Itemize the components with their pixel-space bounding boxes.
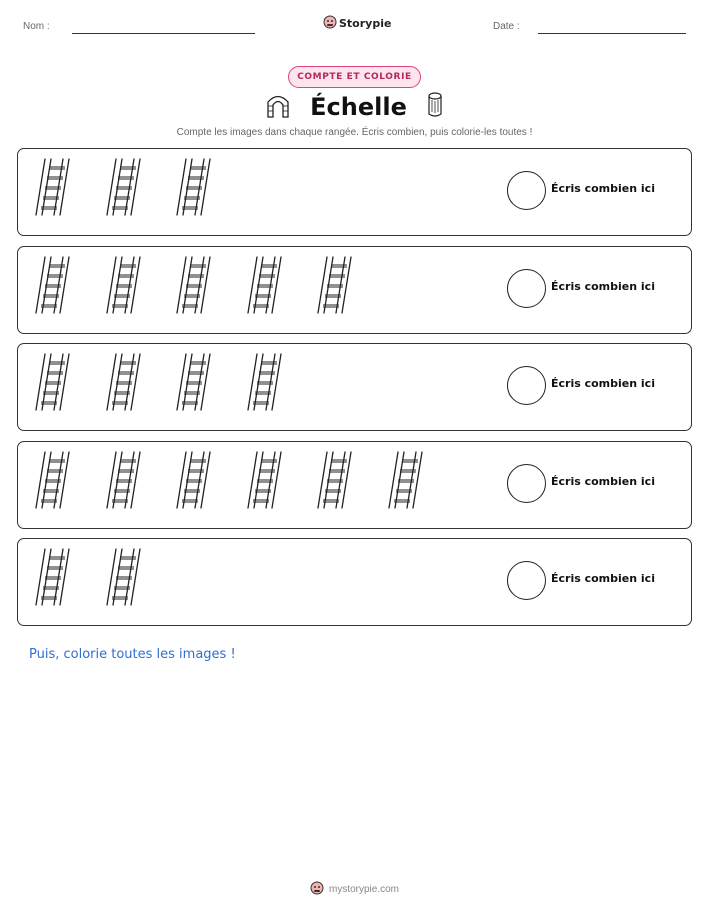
- title-bar: [0, 89, 709, 125]
- page-header: [0, 0, 709, 50]
- date-label: Date :: [493, 21, 520, 32]
- ladder-icon[interactable]: [32, 450, 70, 512]
- answer-circle[interactable]: [507, 171, 546, 210]
- ladder-icon[interactable]: [32, 547, 70, 609]
- storypie-logo-icon: [310, 880, 324, 899]
- instructions: Compte les images dans chaque rangée. Écris combien, puis colorie-les toutes !: [176, 127, 533, 138]
- counting-row: [17, 343, 692, 431]
- ladder-icon[interactable]: [385, 450, 423, 512]
- name-input-line[interactable]: [72, 33, 255, 34]
- ladder-icon[interactable]: [173, 157, 211, 219]
- answer-circle[interactable]: [507, 366, 546, 405]
- tree-trunk-icon: [427, 92, 443, 122]
- answer-circle[interactable]: [507, 561, 546, 600]
- counting-row: [17, 148, 692, 236]
- ladder-icon[interactable]: [244, 352, 282, 414]
- ladder-icon[interactable]: [173, 450, 211, 512]
- footer-note: Puis, colorie toutes les images !: [29, 647, 236, 662]
- counting-row: [17, 441, 692, 529]
- site-footer: [0, 880, 709, 899]
- answer-label: Écris combien ici: [551, 572, 655, 585]
- ladder-icon[interactable]: [103, 450, 141, 512]
- site-url: mystorypie.com: [328, 884, 399, 895]
- answer-circle[interactable]: [507, 464, 546, 503]
- ladder-icon[interactable]: [314, 255, 352, 317]
- name-label: Nom :: [23, 21, 50, 32]
- storypie-logo-icon: [323, 14, 337, 33]
- counting-row: [17, 246, 692, 334]
- ladder-icon[interactable]: [314, 450, 352, 512]
- brand-name: Storypie: [339, 17, 392, 30]
- counting-row: [17, 538, 692, 626]
- answer-label: Écris combien ici: [551, 279, 655, 293]
- date-input-line[interactable]: [538, 33, 686, 34]
- ladder-icon[interactable]: [103, 352, 141, 414]
- page-title: Échelle: [310, 93, 407, 121]
- ladder-icon[interactable]: [103, 547, 141, 609]
- answer-circle[interactable]: [507, 269, 546, 308]
- ladder-icon[interactable]: [32, 157, 70, 219]
- ladder-icon[interactable]: [244, 450, 282, 512]
- answer-label: Écris combien ici: [551, 182, 655, 195]
- ladder-icon[interactable]: [103, 157, 141, 219]
- ladder-icon[interactable]: [32, 352, 70, 414]
- ladder-icon[interactable]: [244, 255, 282, 317]
- ladder-icon[interactable]: [173, 352, 211, 414]
- answer-label: Écris combien ici: [551, 377, 655, 390]
- ladder-icon[interactable]: [32, 255, 70, 317]
- arch-icon: [266, 92, 290, 122]
- brand: [323, 14, 391, 33]
- ladder-icon[interactable]: [103, 255, 141, 317]
- ladder-icon[interactable]: [173, 255, 211, 317]
- answer-label: Écris combien ici: [551, 474, 655, 488]
- activity-badge: COMPTE ET COLORIE: [288, 66, 421, 88]
